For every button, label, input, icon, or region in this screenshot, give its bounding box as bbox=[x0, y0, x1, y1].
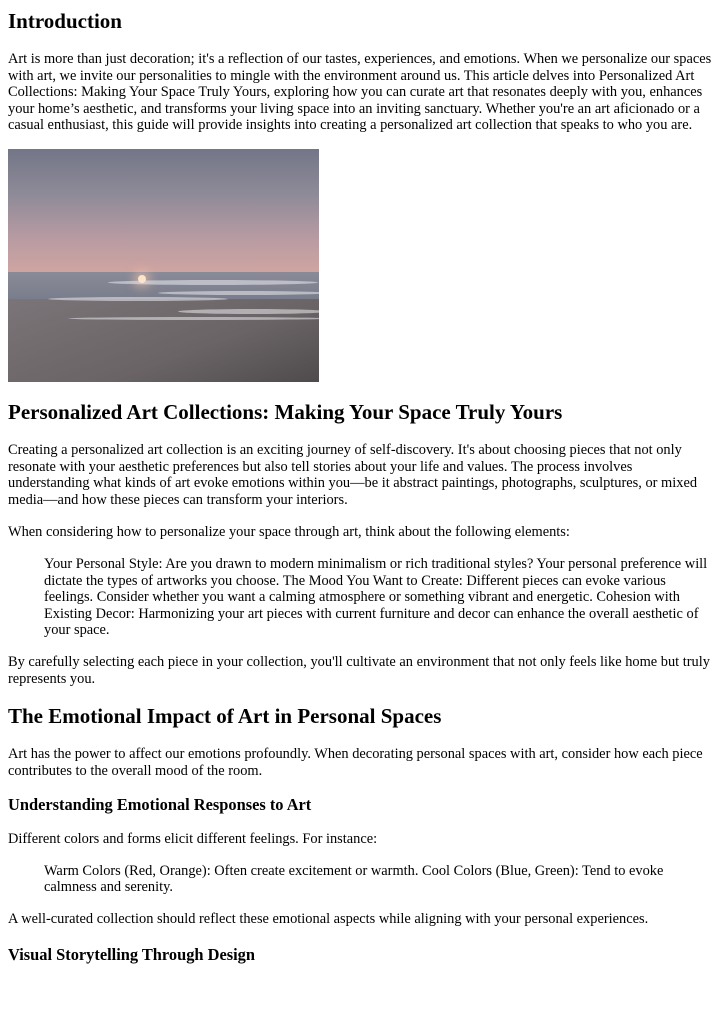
emotional-paragraph: Art has the power to affect our emotions profoundly. When decorating personal spaces with art, consider how each piece contributes to the overall mood of the room. bbox=[8, 746, 703, 779]
personalized-heading: Personalized Art Collections: Making Your Space Truly Yours bbox=[8, 399, 563, 424]
elements-blockquote: Your Personal Style: Are you drawn to modern minimalism or rich traditional styles? Your personal preference will dictate the types of artworks you choose. The Mood You Want to Create: Different pieces can evoke various feelings. Consider whether you want a calming atmosphere or something vibrant and energetic. Cohesion with Existing Decor: Harmonizing your art pieces with current furniture and decor can enhance the overall aesthetic of your space. bbox=[44, 555, 708, 639]
introduction-paragraph: Art is more than just decoration; it's a reflection of our tastes, experiences, and emotions. When we personalize our spaces with art, we invite our personalities to mingle with the environment around us. This article delves into Personalized Art Collections: Making Your Space Truly Yours, exploring how you can curate art that resonates deeply with you, enhances your home’s aesthetic, and transforms your living space into an inviting sanctuary. Whether you're an art aficionado or a casual enthusiast, this guide will provide insights into creating a personalized art collection that speaks to who you are. bbox=[8, 51, 712, 134]
understanding-paragraph-1: Different colors and forms elicit different feelings. For instance: bbox=[8, 831, 378, 848]
understanding-paragraph-2: A well-curated collection should reflect these emotional aspects while aligning with your personal experiences. bbox=[8, 911, 649, 928]
sunset-beach-image bbox=[8, 149, 319, 382]
article bbox=[0, 9, 716, 964]
visual-heading: Visual Storytelling Through Design bbox=[8, 944, 255, 964]
introduction-heading: Introduction bbox=[8, 9, 122, 33]
colors-blockquote: Warm Colors (Red, Orange): Often create excitement or warmth. Cool Colors (Blue, Green): Tend to evoke calmness and serenity. bbox=[44, 862, 664, 896]
personalized-paragraph-1: Creating a personalized art collection is an exciting journey of self-discovery. It's about choosing pieces that not only resonate with your aesthetic preferences but also tell stories about your life and values. The process involves understanding what kinds of art evoke emotions within you—be it abstract paintings, photographs, sculptures, or mixed media—and how these pieces can transform your interiors. bbox=[8, 441, 698, 508]
understanding-heading: Understanding Emotional Responses to Art bbox=[8, 795, 312, 815]
personalized-paragraph-3: By carefully selecting each piece in your collection, you'll cultivate an environment that not only feels like home but truly represents you. bbox=[8, 653, 710, 687]
personalized-paragraph-2: When considering how to personalize your space through art, think about the following elements: bbox=[8, 524, 570, 541]
emotional-heading: The Emotional Impact of Art in Personal Spaces bbox=[8, 704, 442, 729]
